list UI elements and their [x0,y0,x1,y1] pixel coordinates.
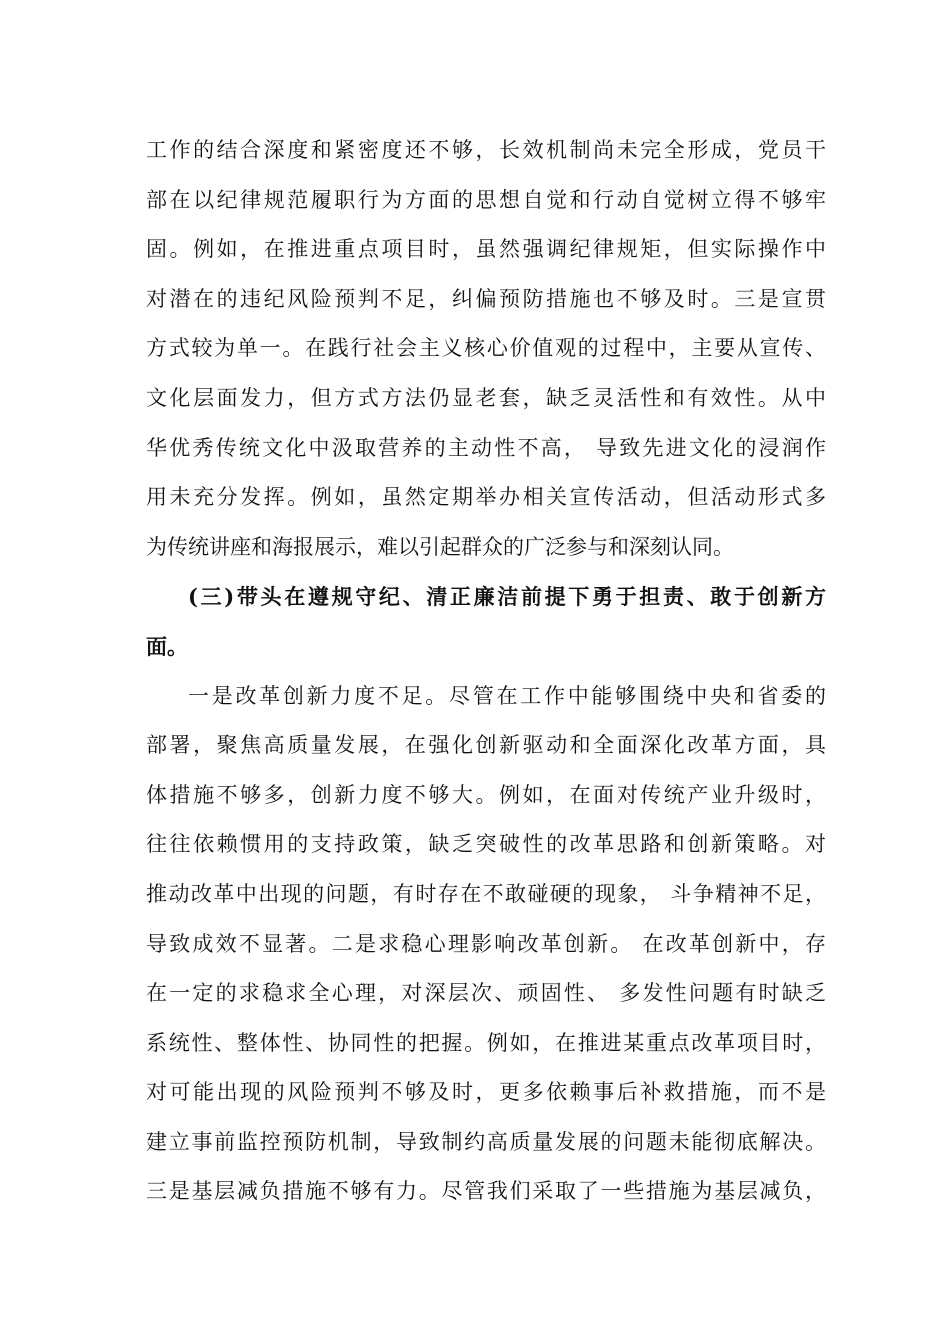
paragraph-line: 对可能出现的风险预判不够及时，更多依赖事后补救措施，而不是 [146,1080,826,1105]
heading-line: (三)带头在遵规守纪、清正廉洁前提下勇于担责、敢于创新方 [188,584,826,610]
paragraph-line: 部在以纪律规范履职行为方面的思想自觉和行动自觉树立得不够牢 [146,187,826,212]
paragraph-line: 工作的结合深度和紧密度还不够，长效机制尚未完全形成，党员干 [146,138,826,162]
paragraph-line: 方式较为单一。在践行社会主义核心价值观的过程中，主要从宣传、 [146,336,826,361]
paragraph-line: 在一定的求稳求全心理，对深层次、顽固性、 多发性问题有时缺乏 [146,981,826,1006]
paragraph-line: 华优秀传统文化中汲取营养的主动性不高， 导致先进文化的浸润作 [146,435,826,460]
section-heading-3 [146,572,826,671]
paragraph-line: 推动改革中出现的问题，有时存在不敢碰硬的现象， 斗争精神不足， [146,881,826,906]
paragraph-2 [146,672,826,1218]
paragraph-line: 为传统讲座和海报展示，难以引起群众的广泛参与和深刻认同。 [146,534,734,559]
paragraph-line: 文化层面发力，但方式方法仍显老套，缺乏灵活性和有效性。从中 [146,385,826,410]
document-body [146,126,826,1217]
paragraph-line: 体措施不够多，创新力度不够大。例如，在面对传统产业升级时， [146,782,826,807]
paragraph-line: 对潜在的违纪风险预判不足，纠偏预防措施也不够及时。三是宣贯 [146,286,826,311]
heading-line: 面。 [146,633,188,659]
paragraph-line: 部署，聚焦高质量发展，在强化创新驱动和全面深化改革方面，具 [146,733,826,758]
paragraph-line: 固。例如，在推进重点项目时，虽然强调纪律规矩，但实际操作中 [146,237,826,262]
paragraph-line: 建立事前监控预防机制，导致制约高质量发展的问题未能彻底解决。 [146,1129,826,1154]
paragraph-line: 三是基层减负措施不够有力。尽管我们采取了一些措施为基层减负， [146,1179,826,1204]
paragraph-line: 用未充分发挥。例如，虽然定期举办相关宣传活动，但活动形式多 [146,485,826,510]
paragraph-1 [146,126,826,572]
paragraph-line: 导致成效不显著。二是求稳心理影响改革创新。 在改革创新中，存 [146,931,826,956]
paragraph-line: 往往依赖惯用的支持政策，缺乏突破性的改革思路和创新策略。对 [146,832,826,857]
paragraph-line: 系统性、整体性、协同性的把握。例如，在推进某重点改革项目时， [146,1030,826,1055]
paragraph-line: 一是改革创新力度不足。尽管在工作中能够围绕中央和省委的 [188,683,826,708]
